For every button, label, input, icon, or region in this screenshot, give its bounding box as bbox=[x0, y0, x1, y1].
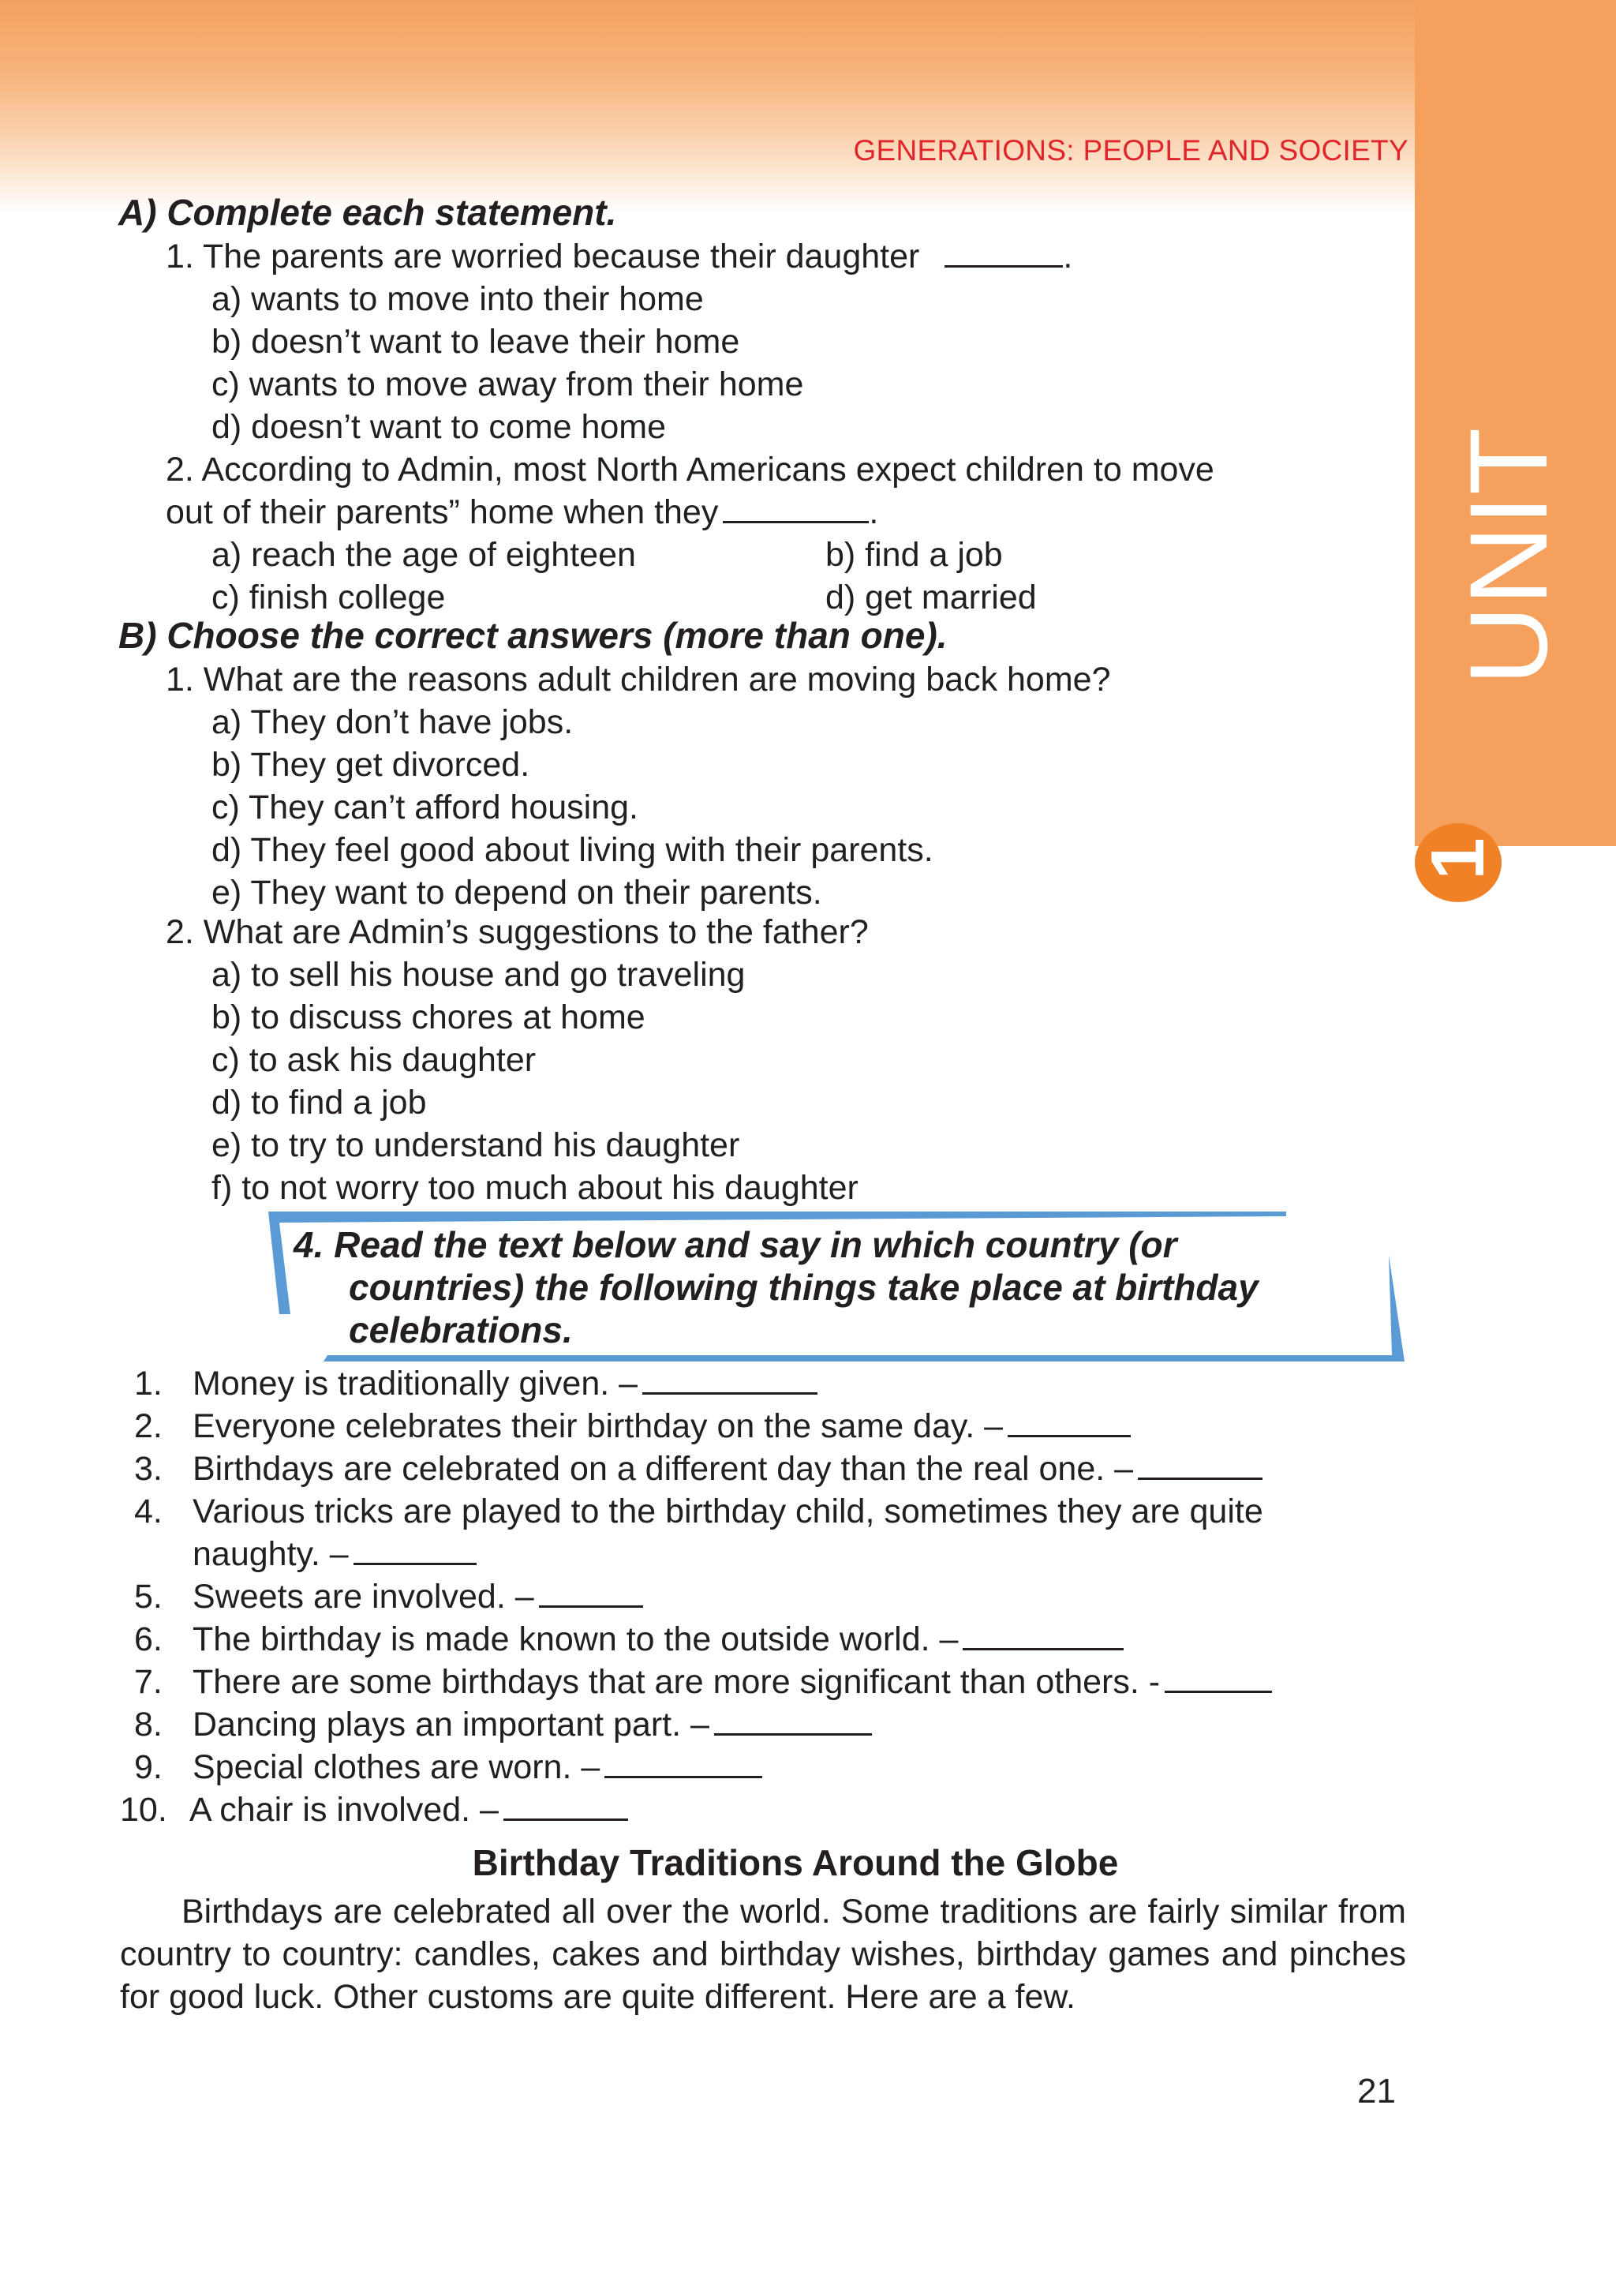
question-a2-line1: 2. According to Admin, most North Americans expect children to move bbox=[166, 451, 1214, 489]
option-b2-e: e) to try to understand his daughter bbox=[211, 1126, 740, 1164]
reading-title: Birthday Traditions Around the Globe bbox=[472, 1842, 1119, 1883]
task-4-title-line2: countries) the following things take place at birthday bbox=[349, 1267, 1259, 1308]
task-item-number: 9. bbox=[134, 1748, 163, 1786]
answer-blank bbox=[1008, 1406, 1131, 1437]
question-b1: 1. What are the reasons adult children are moving back home? bbox=[166, 661, 1111, 699]
task-item-number: 5. bbox=[134, 1578, 163, 1616]
option-a1-d: d) doesn’t want to come home bbox=[211, 408, 667, 446]
option-a1-a: a) wants to move into their home bbox=[211, 280, 704, 318]
task-item: Everyone celebrates their birthday on the same day. – bbox=[193, 1405, 1131, 1448]
task-item-number: 1. bbox=[134, 1365, 163, 1403]
top-gradient-band bbox=[0, 0, 1616, 213]
task-item-number: 3. bbox=[134, 1450, 163, 1488]
answer-blank bbox=[354, 1534, 477, 1565]
task-item: Various tricks are played to the birthday child, sometimes they are quite bbox=[193, 1493, 1263, 1530]
answer-blank bbox=[604, 1747, 762, 1778]
option-b2-f: f) to not worry too much about his daughter bbox=[211, 1169, 858, 1207]
option-a2-d: d) get married bbox=[825, 579, 1037, 616]
task-item: The birthday is made known to the outside world. – bbox=[193, 1618, 1124, 1661]
unit-label: UNIT bbox=[1446, 427, 1570, 686]
answer-blank bbox=[963, 1620, 1124, 1650]
task-item: Money is traditionally given. – bbox=[193, 1362, 817, 1405]
task-item: A chair is involved. – bbox=[189, 1788, 628, 1831]
option-b2-a: a) to sell his house and go traveling bbox=[211, 956, 746, 994]
task-item: Special clothes are worn. – bbox=[193, 1746, 762, 1788]
option-a2-b: b) find a job bbox=[825, 536, 1003, 574]
question-a1: 1. The parents are worried because their daughter . bbox=[166, 238, 1073, 275]
answer-blank bbox=[945, 237, 1063, 268]
task-item-number: 7. bbox=[134, 1663, 163, 1701]
unit-number: 1 bbox=[1416, 837, 1500, 880]
option-a2-a: a) reach the age of eighteen bbox=[211, 536, 636, 574]
option-b2-d: d) to find a job bbox=[211, 1084, 427, 1122]
option-b1-c: c) They can’t afford housing. bbox=[211, 788, 639, 826]
option-b1-b: b) They get divorced. bbox=[211, 746, 530, 784]
question-a2-line2: out of their parents” home when they . bbox=[166, 493, 879, 531]
reading-paragraph: Birthdays are celebrated all over the world. Some traditions are fairly similar from country to country: candles, cakes and birthday wishes, birthday games and pinches for good luck. Other customs are quite different. Here are a few. bbox=[120, 1893, 1406, 2016]
answer-blank bbox=[714, 1705, 872, 1736]
answer-blank bbox=[539, 1577, 643, 1608]
option-b2-c: c) to ask his daughter bbox=[211, 1041, 537, 1079]
answer-blank bbox=[723, 493, 869, 523]
answer-blank bbox=[503, 1790, 628, 1821]
option-b1-d: d) They feel good about living with their parents. bbox=[211, 831, 933, 869]
option-b1-a: a) They don’t have jobs. bbox=[211, 703, 574, 741]
option-b2-b: b) to discuss chores at home bbox=[211, 998, 645, 1036]
section-b-title: B) Choose the correct answers (more than one). bbox=[118, 615, 948, 656]
task-item-number: 6. bbox=[134, 1620, 163, 1658]
answer-blank bbox=[642, 1364, 817, 1395]
option-a1-c: c) wants to move away from their home bbox=[211, 365, 804, 403]
unit-side-tab bbox=[1415, 0, 1616, 846]
task-item-number: 8. bbox=[134, 1706, 163, 1744]
answer-blank bbox=[1138, 1449, 1262, 1480]
task-item: Dancing plays an important part. – bbox=[193, 1703, 872, 1746]
option-b1-e: e) They want to depend on their parents. bbox=[211, 874, 822, 912]
answer-blank bbox=[1165, 1662, 1272, 1693]
section-a-title: A) Complete each statement. bbox=[118, 192, 617, 233]
task-item-number: 2. bbox=[134, 1407, 163, 1445]
task-item-number: 4. bbox=[134, 1493, 163, 1530]
running-header: GENERATIONS: PEOPLE AND SOCIETY bbox=[853, 134, 1408, 167]
task-4-title-line3: celebrations. bbox=[349, 1309, 573, 1350]
task-4-title-line1: 4. Read the text below and say in which country (or bbox=[294, 1224, 1177, 1265]
task-item-continued: naughty. – bbox=[193, 1533, 477, 1575]
task-item: Sweets are involved. – bbox=[193, 1575, 643, 1618]
question-b2: 2. What are Admin’s suggestions to the father? bbox=[166, 913, 869, 951]
option-a2-c: c) finish college bbox=[211, 579, 446, 616]
option-a1-b: b) doesn’t want to leave their home bbox=[211, 323, 740, 361]
task-item: Birthdays are celebrated on a different day than the real one. – bbox=[193, 1448, 1262, 1490]
task-item: There are some birthdays that are more significant than others. - bbox=[193, 1661, 1272, 1703]
page-number: 21 bbox=[1357, 2072, 1396, 2111]
task-item-number: 10. bbox=[120, 1791, 167, 1829]
